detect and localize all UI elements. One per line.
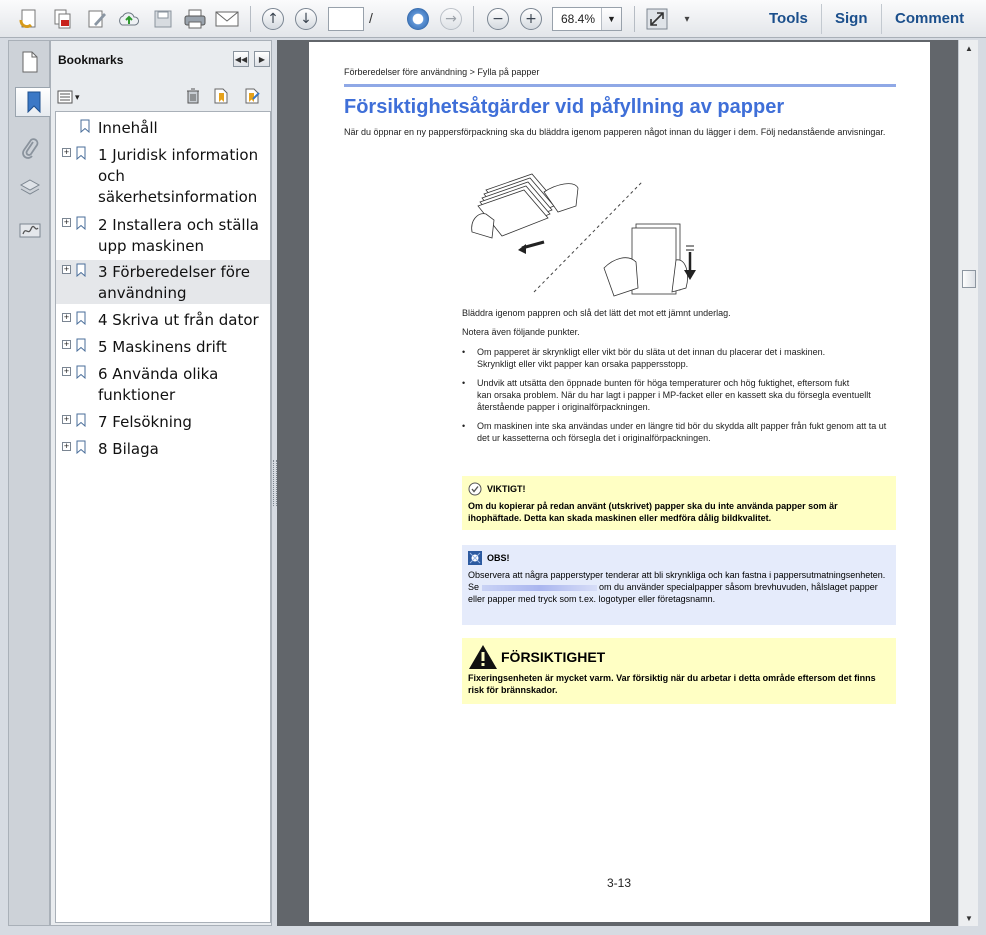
bookmark-item-maskinens-drift[interactable] (56, 335, 270, 359)
bookmark-list (55, 111, 271, 923)
bullet-text: Om papperet är skrynkligt eller vikt bör du släta ut det innan du placerar det i maskinen. (477, 347, 826, 357)
bullet-text: Om maskinen inte ska användas under en längre tid bör du skydda allt papper från fukt genom att ta ut det ur kassetterna och försegla det i originalförpackningen. (477, 421, 887, 443)
minus-icon: − (487, 8, 509, 30)
upload-cloud-icon[interactable] (116, 6, 142, 32)
paperclip-icon (21, 137, 39, 159)
layers-icon (19, 178, 41, 198)
body-paragraph: Bläddra igenom pappren och slå det lätt det mot ett jämnt underlag. (462, 308, 731, 318)
edit-pdf-icon[interactable] (84, 6, 110, 32)
arrow-down-icon: ↓ (295, 8, 317, 30)
bookmark-icon (76, 413, 86, 427)
bookmark-properties-button[interactable] (242, 86, 262, 106)
bookmark-icon (80, 119, 90, 133)
bookmark-icon (76, 216, 86, 230)
collapse-panel-button[interactable] (233, 51, 249, 67)
bullet-list (462, 346, 898, 451)
toolbar-separator (881, 4, 882, 34)
print-icon[interactable] (182, 6, 208, 32)
new-bookmark-button[interactable] (211, 86, 231, 106)
pdf-page (309, 42, 930, 922)
bookmark-label: 4 Skriva ut från dator (98, 311, 259, 329)
plus-icon: + (520, 8, 542, 30)
note-title: OBS! (487, 553, 510, 563)
toolbar-separator (250, 6, 251, 32)
bookmark-label: Innehåll (98, 119, 158, 137)
bookmark-label: 6 Använda olika funktioner (98, 365, 219, 404)
note-icon (468, 551, 482, 565)
scrollbar-thumb[interactable] (962, 270, 976, 288)
zoom-in-button[interactable] (518, 6, 544, 32)
customize-toolbar-icon[interactable]: ▾ (684, 13, 690, 25)
save-icon[interactable] (150, 6, 176, 32)
document-viewport[interactable] (277, 40, 958, 926)
header-rule (344, 84, 896, 87)
bookmarks-panel (50, 40, 272, 926)
chevron-right-icon: ▶ (258, 54, 266, 64)
bookmark-item-innehall[interactable] (56, 116, 270, 142)
attachments-button[interactable] (15, 133, 45, 163)
page-breadcrumb: Förberedelser före användning > Fylla på papper (344, 67, 540, 77)
bullet-text: Skrynkligt eller vikt papper kan orsaka pappersstopp. (477, 359, 689, 369)
bookmark-item-forberedelser[interactable] (56, 260, 270, 304)
page-separator: / (369, 10, 373, 26)
bookmark-item-anvanda-funktioner[interactable] (56, 362, 270, 406)
note-text-prefix: Se (468, 582, 480, 592)
scroll-up-icon[interactable]: ▲ (965, 43, 973, 53)
bookmark-item-installera[interactable] (56, 213, 270, 257)
next-panel-button[interactable] (254, 51, 270, 67)
bookmark-icon (76, 146, 86, 160)
caution-box (462, 638, 896, 704)
signature-icon (19, 220, 41, 240)
bookmark-item-bilaga[interactable] (56, 437, 270, 461)
previous-page-button[interactable] (260, 6, 286, 32)
create-pdf-icon[interactable] (16, 6, 42, 32)
important-text: Om du kopierar på redan använt (utskrivet) papper ska du inte använda papper som är ihophäftade. Detta kan skada maskinen eller medföra dålig bildkvalitet. (468, 501, 838, 523)
new-bookmark-icon (212, 87, 230, 105)
email-icon[interactable] (214, 6, 240, 32)
options-menu-button[interactable] (57, 88, 85, 106)
forward-arrow-icon: → (440, 8, 462, 30)
note-text-suffix: om du använder specialpapper såsom brevhuvuden, hålslaget papper eller papper med tryck som t.ex. logotyper eller företagsnamn. (468, 582, 878, 604)
important-title: VIKTIGT! (487, 484, 526, 494)
expand-icon[interactable]: + (63, 414, 70, 424)
navigation-pane-strip (8, 40, 50, 926)
checkmark-circle-icon (468, 482, 482, 496)
delete-bookmark-button[interactable] (183, 86, 203, 106)
bullet-text: Undvik att utsätta den öppnade bunten för höga temperaturer och hög fuktighet, eftersom fukt (477, 378, 850, 388)
signatures-button[interactable] (15, 215, 45, 245)
zoom-out-button[interactable] (485, 6, 511, 32)
window-frame (0, 926, 986, 935)
page-thumbnails-button[interactable] (15, 47, 45, 77)
bookmark-icon (76, 263, 86, 277)
intro-text: När du öppnar en ny pappersförpackning ska du bläddra igenom papperen något innan du lägger i dem. Följ nedanstående anvisningar. (344, 127, 886, 137)
comment-link[interactable]: Comment (895, 10, 965, 27)
scroll-down-icon[interactable]: ▼ (965, 913, 973, 923)
bookmark-icon (26, 91, 42, 113)
bookmark-icon (76, 440, 86, 454)
expand-icon[interactable]: + (63, 147, 70, 157)
chevron-down-icon[interactable]: ▼ (601, 8, 621, 30)
warning-triangle-icon (468, 644, 498, 670)
bookmarks-title: Bookmarks (58, 53, 124, 67)
layers-button[interactable] (15, 173, 45, 203)
bookmark-label: 7 Felsökning (98, 413, 192, 431)
list-item (462, 420, 898, 444)
expand-icon[interactable]: + (63, 312, 70, 322)
list-item (462, 346, 898, 370)
page-thumbnails-icon (20, 51, 40, 73)
toolbar-separator (821, 4, 822, 34)
toolbar-separator (473, 6, 474, 32)
paper-fanning-illustration (464, 162, 704, 302)
tools-link[interactable]: Tools (769, 10, 808, 27)
main-toolbar (0, 0, 986, 38)
bookmark-icon (76, 338, 86, 352)
caution-text: Fixeringsenheten är mycket varm. Var försiktig när du arbetar i detta område eftersom det finns risk för brännskador. (468, 673, 876, 695)
bookmark-item-felsokning[interactable] (56, 410, 270, 434)
note-box (462, 545, 896, 625)
page-number: 3-13 (607, 876, 632, 890)
bookmark-icon (76, 311, 86, 325)
sign-link[interactable]: Sign (835, 10, 868, 27)
bookmark-label: 8 Bilaga (98, 440, 159, 458)
page-number-input[interactable] (328, 7, 364, 31)
bookmark-properties-icon (243, 87, 261, 105)
back-arrow-icon (407, 8, 429, 30)
window-frame (978, 40, 986, 935)
bookmark-label: 5 Maskinens drift (98, 338, 227, 356)
zoom-select[interactable] (552, 7, 622, 31)
bookmark-label: 1 Juridisk information och säkerhetsinformation (98, 146, 259, 206)
bookmarks-toolbar (51, 81, 271, 111)
combine-files-icon[interactable] (50, 6, 76, 32)
arrow-up-icon: ↑ (262, 8, 284, 30)
fit-page-button[interactable] (644, 6, 670, 32)
zoom-value: 68.4% (561, 12, 596, 26)
expand-icon[interactable]: + (63, 264, 70, 274)
toolbar-separator (634, 6, 635, 32)
vertical-scrollbar[interactable] (958, 40, 978, 926)
body-paragraph: Notera även följande punkter. (462, 327, 580, 337)
expand-icon[interactable]: + (63, 366, 70, 376)
bookmark-icon (76, 365, 86, 379)
note-text: Observera att några papperstyper tenderar att bli skrynkliga och kan fastna i pappersutmatningsenheten. (468, 570, 886, 580)
trash-icon (186, 88, 200, 104)
next-page-button[interactable] (293, 6, 319, 32)
bookmark-label: 2 Installera och ställa upp maskinen (98, 216, 259, 255)
bookmarks-button[interactable] (15, 87, 51, 117)
expand-icon[interactable]: + (63, 441, 70, 451)
caution-title: FÖRSIKTIGHET (501, 649, 606, 665)
expand-icon[interactable]: + (63, 217, 70, 227)
previous-view-button[interactable] (405, 6, 431, 32)
chevron-down-icon: ▾ (75, 91, 80, 102)
next-view-button[interactable] (438, 6, 464, 32)
important-box (462, 476, 896, 530)
double-chevron-left-icon: ◀◀ (234, 54, 248, 64)
expand-icon[interactable]: + (63, 339, 70, 349)
bookmark-item-juridisk[interactable] (56, 143, 270, 209)
page-heading: Försiktighetsåtgärder vid påfyllning av papper (344, 96, 785, 118)
redacted-link[interactable] (482, 585, 597, 591)
bullet-text: kan orsaka problem. När du har lagt i papper i MP-facket eller en kassett ska du försegla eventuellt återstående papper i originalförpackningen. (477, 390, 871, 412)
list-item (462, 377, 898, 413)
bookmark-item-skriva-ut[interactable] (56, 308, 270, 332)
bookmark-label: 3 Förberedelser före användning (98, 263, 250, 302)
options-list-icon (57, 90, 73, 104)
